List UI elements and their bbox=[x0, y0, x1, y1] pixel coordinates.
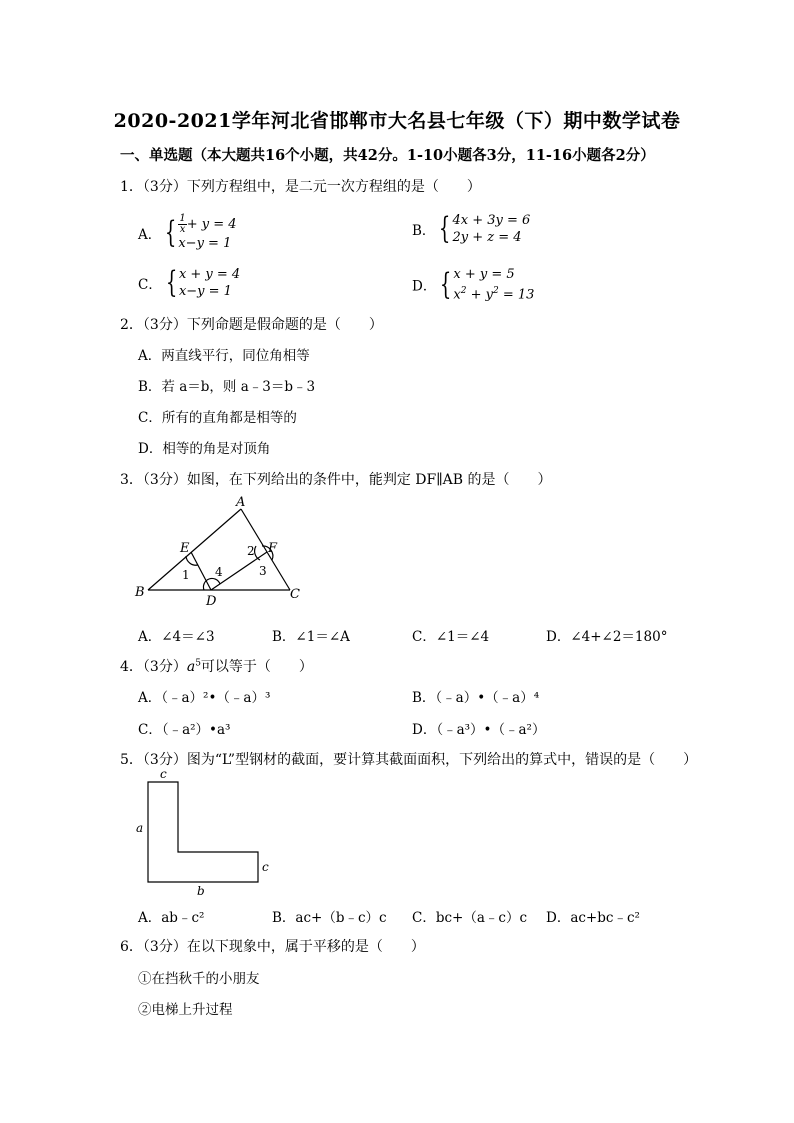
q3-angle-2: 2 bbox=[247, 544, 255, 558]
q3-option-b: B．∠1＝∠A bbox=[272, 629, 350, 645]
q3-label-a: A bbox=[236, 495, 246, 510]
q3-label-e: E bbox=[180, 541, 190, 556]
q1-stem: 1．（3分）下列方程组中，是二元一次方程组的是（ ） bbox=[120, 179, 481, 195]
q4-option-d: D．（﹣a³）•（﹣a²） bbox=[412, 722, 546, 738]
q4-option-a: A．（﹣a）²•（﹣a）³ bbox=[138, 690, 271, 706]
q1-d-l2-y: + y bbox=[466, 287, 494, 303]
q3-option-c: C．∠1＝∠4 bbox=[412, 629, 490, 645]
q1-a-frac-den: x bbox=[179, 224, 186, 235]
q4-option-c: C．（﹣a²）•a³ bbox=[138, 722, 231, 738]
q2-option-c: C．所有的直角都是相等的 bbox=[138, 410, 297, 426]
q4-stem-exponent: 5 bbox=[195, 658, 201, 669]
q1-a-line2: x−y = 1 bbox=[178, 236, 232, 251]
q1-c-line1: x + y = 4 bbox=[178, 267, 241, 282]
q5-option-d: D．ac+bc﹣c² bbox=[546, 910, 640, 926]
q5-option-c: C．bc+（a﹣c）c bbox=[412, 910, 528, 926]
q3-label-b: B bbox=[135, 585, 145, 600]
q1-a-frac-num: 1 bbox=[179, 213, 186, 224]
q1-option-a: A． { $\frac{1}{x}$ + y = 4 x−y = 1 bbox=[138, 213, 237, 251]
q5-option-a: A．ab﹣c² bbox=[138, 910, 205, 926]
q3-option-a: A．∠4＝∠3 bbox=[138, 629, 215, 645]
q1-option-d: D． { x + y = 5 $x^2 + y^2 = 13$ bbox=[412, 266, 535, 303]
q1-a-line1: + y = 4 bbox=[186, 217, 237, 232]
q5-label-c-top: c bbox=[160, 768, 167, 781]
q3-label-f: F bbox=[268, 541, 278, 556]
q4-stem-suffix: 可以等于（ ） bbox=[200, 659, 313, 675]
q1-d-l2-rhs: = 13 bbox=[498, 287, 535, 303]
q4-stem bbox=[120, 656, 313, 676]
q4-option-b: B．（﹣a）•（﹣a）⁴ bbox=[412, 690, 540, 706]
q2-option-b: B．若 a＝b，则 a﹣3＝b﹣3 bbox=[138, 379, 316, 395]
q3-angle-1: 1 bbox=[182, 568, 190, 582]
q1-d-l2-sup1: 2 bbox=[460, 286, 467, 296]
q1-option-c-label: C． bbox=[138, 277, 162, 293]
q5-option-b: B．ac+（b﹣c）c bbox=[272, 910, 387, 926]
q3-label-d: D bbox=[206, 594, 217, 609]
q1-option-a-label: A． bbox=[138, 227, 162, 243]
q1-option-d-label: D． bbox=[412, 278, 437, 295]
q2-option-a: A．两直线平行，同位角相等 bbox=[138, 348, 310, 364]
q1-option-c: C． { x + y = 4 x−y = 1 bbox=[138, 265, 241, 300]
q2-option-d: D．相等的角是对顶角 bbox=[138, 441, 271, 457]
q1-option-b-label: B． bbox=[412, 223, 436, 239]
q6-item-1: ①在挡秋千的小朋友 bbox=[138, 971, 260, 987]
q6-stem: 6．（3分）在以下现象中，属于平移的是（ ） bbox=[120, 939, 425, 955]
q3-triangle-figure bbox=[130, 494, 310, 614]
q3-angle-3: 3 bbox=[259, 564, 267, 578]
q3-option-d: D．∠4+∠2＝180° bbox=[546, 629, 668, 645]
q1-option-b: B． { 4x + 3y = 6 2y + z = 4 bbox=[412, 211, 531, 246]
q1-d-l2-x: x bbox=[453, 287, 461, 303]
page-title: 2020-2021学年河北省邯郸市大名县七年级（下）期中数学试卷 bbox=[113, 110, 681, 132]
q5-label-a: a bbox=[136, 821, 144, 835]
q5-stem: 5．（3分）图为“L”型钢材的截面，要计算其截面面积，下列给出的算式中，错误的是（ ） bbox=[120, 752, 698, 768]
q5-label-c-right: c bbox=[262, 860, 269, 874]
q3-label-c: C bbox=[290, 587, 300, 602]
q1-d-line1: x + y = 5 bbox=[453, 267, 515, 282]
q6-item-2: ②电梯上升过程 bbox=[138, 1002, 233, 1018]
q4-stem-prefix: 4．（3分） bbox=[120, 659, 187, 675]
q5-l-shape-figure bbox=[130, 768, 280, 898]
q4-stem-base: a bbox=[186, 659, 196, 675]
q1-b-line1: 4x + 3y = 6 bbox=[452, 213, 531, 228]
q2-stem: 2．（3分）下列命题是假命题的是（ ） bbox=[120, 317, 383, 333]
q5-label-b: b bbox=[197, 884, 205, 898]
q1-d-l2-sup2: 2 bbox=[493, 286, 499, 296]
q1-b-line2: 2y + z = 4 bbox=[452, 230, 522, 245]
q3-stem: 3．（3分）如图，在下列给出的条件中，能判定 DF∥AB 的是（ ） bbox=[120, 472, 552, 488]
section-heading: 一、单选题（本大题共16个小题，共42分。1-10小题各3分，11-16小题各2分） bbox=[120, 147, 655, 164]
q1-c-line2: x−y = 1 bbox=[178, 284, 232, 299]
q3-angle-4: 4 bbox=[215, 565, 223, 579]
